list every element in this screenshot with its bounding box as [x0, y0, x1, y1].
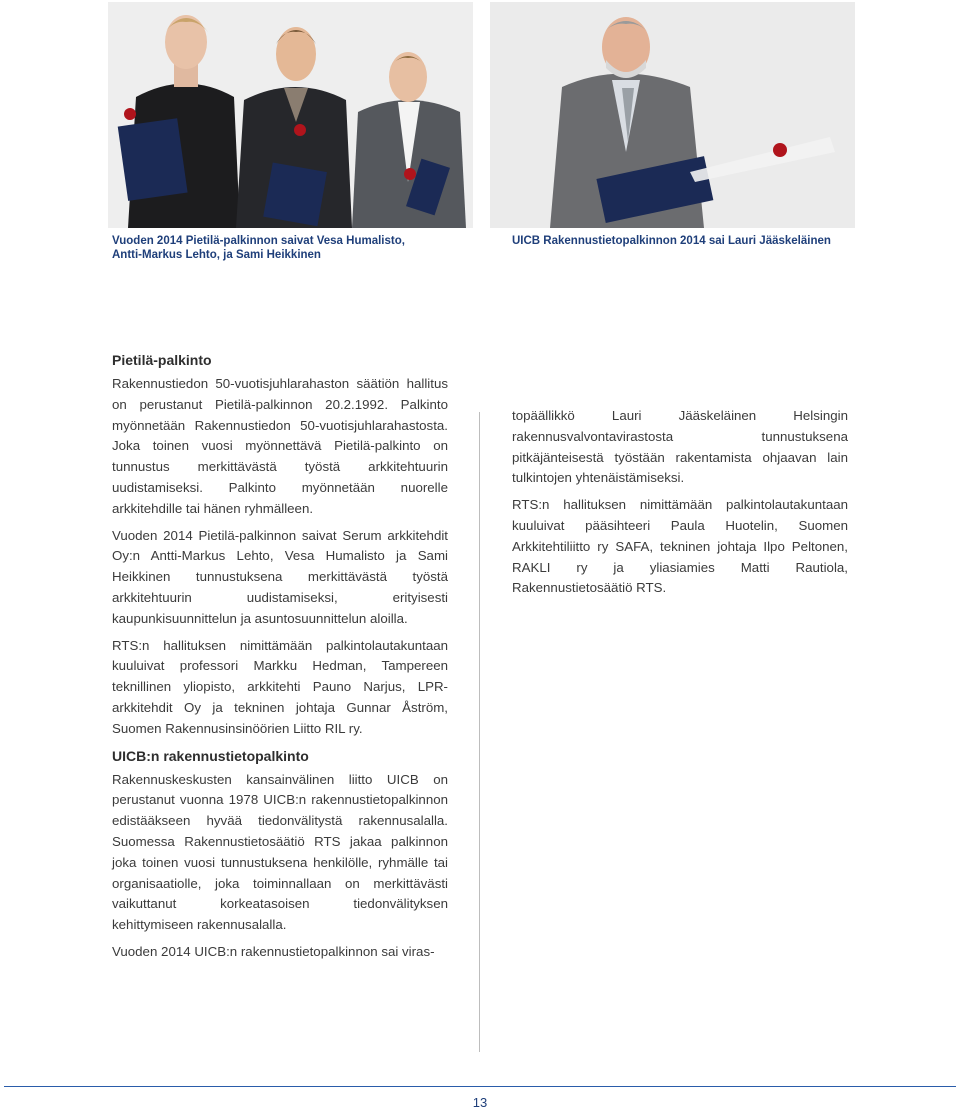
- photo-caption-right: UICB Rakennustietopalkinnon 2014 sai Lauri Jääskeläinen: [512, 235, 831, 247]
- paragraph: Vuoden 2014 UICB:n rakennustietopalkinnon sai viras-: [112, 943, 435, 959]
- paragraph: Rakennuskeskusten kansainvälinen liitto UICB on perustanut vuonna 1978 UICB:n rakennustietopalkinnon edistääkseen hyvää tiedonvälitystä rakennusalalla. Suomessa Rakennustietosäätiö RTS jakaa palkinnon joka toinen vuosi tunnustuksena henkilölle, ryhmälle tai organisaatiolle, joka toiminnallaan on merkittävästi vaikuttanut korkeatasoisen tiedonvälityksen kehittymiseen rakennusalalla.: [112, 771, 448, 933]
- photo-caption-left: [112, 234, 472, 262]
- paragraph: Vuoden 2014 Pietilä-palkinnon saivat Serum arkkitehdit Oy:n Antti-Markus Lehto, Vesa Humalisto ja Sami Heikkinen tunnustuksena merkittävästä työstä arkkitehtuurin uudistamiseksi, erityisesti kaupunkisuunnittelun ja asuntosuunnittelun aloilla.: [112, 527, 448, 626]
- paragraph: RTS:n hallituksen nimittämään palkintolautakuntaan kuuluivat pääsihteeri Paula Huotelin, Suomen Arkkitehtiliitto ry SAFA, tekninen johtaja Ilpo Peltonen, RAKLI ry ja yliasiamies Matti Rautiola, Rakennustietosäätiö RTS.: [512, 497, 848, 596]
- award-photo-pietila: [108, 2, 473, 228]
- heading-uicb-palkinto: UICB:n rakennustietopalkinto: [112, 747, 309, 764]
- award-photo-pietila-image: [108, 2, 473, 228]
- heading-pietila-palkinto: Pietilä-palkinto: [112, 352, 212, 368]
- paragraph: Rakennustiedon 50-vuotisjuhlarahaston säätiön hallitus on perustanut Pietilä-palkinnon 20.2.1992. Palkinto myönnetään Rakennustiedon 50-vuotisjuhlarahastosta. Joka toinen vuosi myönnettävä Pietilä-palkinto on tunnustus merkittävästä työstä arkkitehtuurin uudistamiseksi. Palkinto myönnetään nuorelle arkkitehdille tai hänen ryhmälleen.: [112, 376, 448, 516]
- paragraph: topäällikkö Lauri Jääskeläinen Helsingin rakennusvalvontavirastosta tunnustuksena pitkäjänteisestä työstään rakentamista ohjaavan lain tulkintojen yhtenäistämiseksi.: [512, 408, 848, 486]
- paragraph: RTS:n hallituksen nimittämään palkintolautakuntaan kuuluivat professori Markku Hedman, Tampereen teknillinen yliopisto, arkkitehti Pauno Narjus, LPR-arkkitehdit Oy ja tekninen johtaja Gunnar Åström, Suomen Rakennusinsinöörien Liitto RIL ry.: [112, 637, 448, 736]
- column-divider: [479, 412, 480, 1052]
- photo-caption-left-line1: Vuoden 2014 Pietilä-palkinnon saivat Vesa Humalisto,: [112, 235, 405, 247]
- award-photo-uicb-image: [490, 2, 855, 228]
- page-number: 13: [472, 1095, 488, 1110]
- right-column: [512, 406, 848, 605]
- footer-divider: [4, 1086, 956, 1087]
- left-column: [112, 350, 448, 969]
- photo-caption-left-line2: Antti-Markus Lehto, ja Sami Heikkinen: [112, 249, 321, 261]
- award-photo-uicb: [490, 2, 855, 228]
